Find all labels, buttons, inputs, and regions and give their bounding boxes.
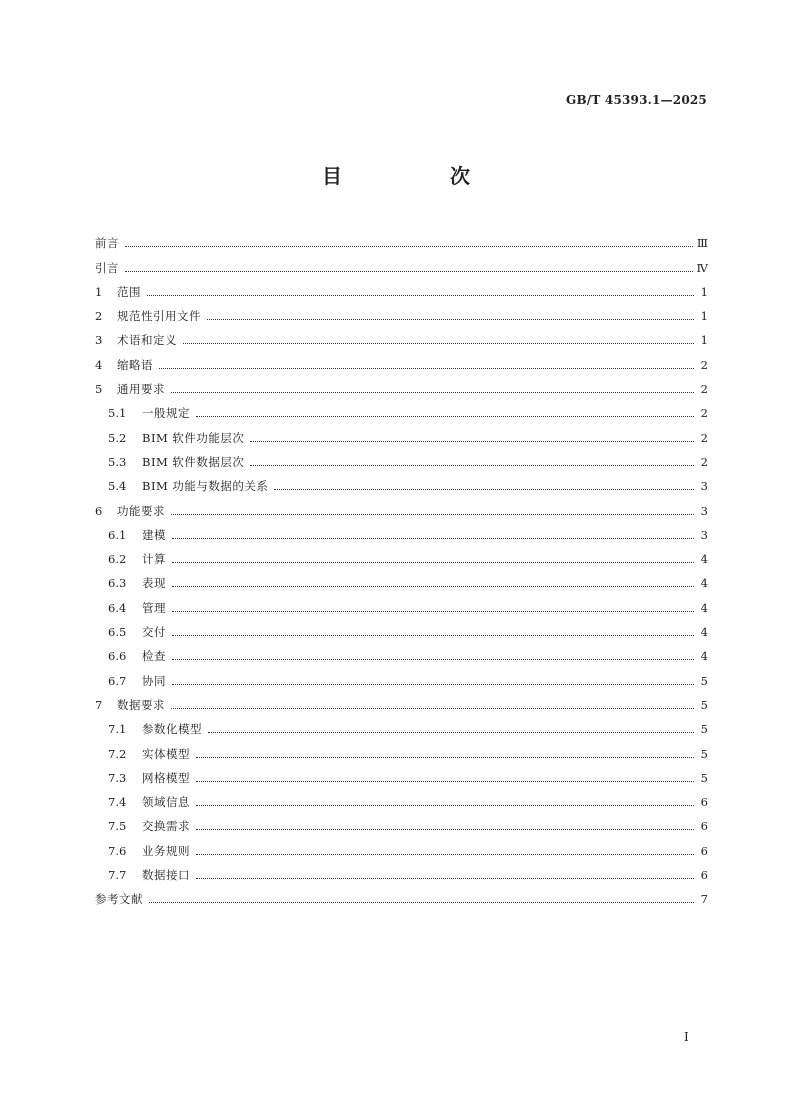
toc-entry-page: 6 [700,819,708,834]
toc-entry-label: 管理 [142,600,166,615]
toc-entry-number: 6.2 [108,552,127,567]
standard-code: GB/T 45393.1—2025 [566,93,707,107]
toc-dot-leader [171,391,694,393]
toc-dot-leader [208,731,694,733]
toc-entry-label: 网格模型 [142,770,190,785]
toc-entry-label: 表现 [142,576,166,591]
toc-dot-leader [172,634,694,636]
toc-entry-page: 2 [700,382,708,397]
toc-entry-label: 参考文献 [95,892,143,907]
toc-entry[interactable] [95,373,708,397]
toc-entry[interactable] [95,567,708,591]
toc-entry[interactable] [95,640,708,664]
toc-dot-leader [125,245,693,247]
toc-dot-leader [172,585,694,587]
toc-entry-label: 规范性引用文件 [117,309,201,324]
toc-entry-label: 检查 [142,649,166,664]
toc-entry[interactable] [95,737,708,761]
toc-entry-number: 7.7 [108,868,127,883]
toc-entry-label: 计算 [142,552,166,567]
toc-entry-number: 5.1 [108,406,127,421]
toc-dot-leader [171,707,694,709]
toc-entry[interactable] [95,227,708,251]
toc-entry-page: 6 [700,843,708,858]
toc-entry[interactable] [95,421,708,445]
toc-dot-leader [125,270,693,272]
toc-entry-number: 3 [95,333,103,348]
toc-entry-label: 交付 [142,625,166,640]
toc-entry-page: 1 [700,284,708,299]
page-title: 目 次 [322,164,514,188]
toc-entry-label: 功能要求 [117,503,165,518]
toc-dot-leader [196,877,694,879]
toc-entry[interactable] [95,883,708,907]
toc-entry[interactable] [95,664,708,688]
toc-entry-number: 7.2 [108,746,127,761]
toc-dot-leader [196,853,694,855]
toc-entry-label: 范围 [117,284,141,299]
toc-dot-leader [149,901,694,903]
toc-entry[interactable] [95,397,708,421]
toc-entry-label: 数据接口 [142,868,190,883]
toc-entry-number: 7.1 [108,722,127,737]
toc-entry-number: 6.7 [108,673,127,688]
toc-entry-number: 6 [95,503,103,518]
toc-entry-label: 缩略语 [117,357,153,372]
toc-dot-leader [196,415,694,417]
toc-dot-leader [172,561,694,563]
toc-entry-page: 7 [700,892,708,907]
toc-entry-page: 5 [700,673,708,688]
toc-entry-number: 7.3 [108,770,127,785]
toc-dot-leader [159,367,694,369]
toc-entry[interactable] [95,859,708,883]
toc-entry-label: 协同 [142,673,166,688]
toc-entry[interactable] [95,300,708,324]
toc-dot-leader [196,804,694,806]
toc-dot-leader [147,294,694,296]
toc-entry-number: 7.6 [108,843,127,858]
toc-entry-page: 2 [700,357,708,372]
toc-entry-page: Ⅲ [696,236,708,251]
toc-entry-page: 1 [700,309,708,324]
toc-entry[interactable] [95,616,708,640]
toc-entry-page: 3 [700,527,708,542]
toc-dot-leader [172,537,694,539]
toc-entry-number: 7.5 [108,819,127,834]
toc-entry-label: BIM 软件功能层次 [142,430,245,445]
toc-entry-label: 交换需求 [142,819,190,834]
toc-entry-label: 建模 [142,527,166,542]
toc-entry-page: 1 [700,333,708,348]
toc-entry-page: 5 [700,746,708,761]
toc-entry-number: 1 [95,284,103,299]
toc-dot-leader [196,756,694,758]
toc-dot-leader [250,464,694,466]
toc-dot-leader [172,610,694,612]
toc-dot-leader [172,683,694,685]
toc-entry-page: 4 [700,576,708,591]
toc-entry-page: 5 [700,722,708,737]
toc-entry-page: 4 [700,649,708,664]
toc-entry-page: 2 [700,406,708,421]
toc-dot-leader [172,658,694,660]
toc-entry-label: 参数化模型 [142,722,202,737]
toc-dot-leader [274,488,694,490]
toc-dot-leader [250,440,694,442]
toc-entry-page: 6 [700,868,708,883]
toc-entry-number: 5.4 [108,479,127,494]
toc-entry-page: 4 [700,600,708,615]
toc-entry-label: 前言 [95,236,119,251]
table-of-contents [95,227,708,907]
toc-entry-number: 7 [95,697,103,712]
toc-entry-label: BIM 功能与数据的关系 [142,479,269,494]
toc-entry[interactable] [95,470,708,494]
toc-dot-leader [183,342,694,344]
toc-entry[interactable] [95,348,708,372]
toc-entry-page: 5 [700,697,708,712]
toc-entry-page: 5 [700,770,708,785]
toc-entry[interactable] [95,591,708,615]
toc-entry-number: 6.3 [108,576,127,591]
toc-entry-number: 6.5 [108,625,127,640]
toc-entry[interactable] [95,713,708,737]
toc-dot-leader [207,318,694,320]
toc-entry-label: 通用要求 [117,382,165,397]
toc-entry-page: Ⅳ [696,260,708,275]
toc-entry-label: 领域信息 [142,795,190,810]
toc-entry[interactable] [95,786,708,810]
toc-entry-number: 5.2 [108,430,127,445]
toc-entry[interactable] [95,834,708,858]
toc-entry-label: 引言 [95,260,119,275]
toc-entry[interactable] [95,494,708,518]
toc-entry-page: 2 [700,430,708,445]
toc-entry[interactable] [95,324,708,348]
toc-entry-number: 5.3 [108,454,127,469]
toc-entry-label: 一般规定 [142,406,190,421]
toc-entry-label: 业务规则 [142,843,190,858]
toc-dot-leader [196,780,694,782]
toc-dot-leader [196,828,694,830]
toc-entry[interactable] [95,543,708,567]
toc-entry-page: 2 [700,454,708,469]
toc-dot-leader [171,513,694,515]
toc-entry[interactable] [95,446,708,470]
toc-entry-page: 4 [700,625,708,640]
toc-entry-number: 5 [95,382,103,397]
page-number: Ⅰ [684,1030,689,1044]
toc-entry-number: 2 [95,309,103,324]
toc-entry-number: 6.1 [108,527,127,542]
toc-entry-page: 3 [700,503,708,518]
toc-entry-label: 实体模型 [142,746,190,761]
toc-entry-number: 7.4 [108,795,127,810]
toc-entry-label: BIM 软件数据层次 [142,454,245,469]
toc-entry[interactable] [95,689,708,713]
toc-entry-number: 6.4 [108,600,127,615]
toc-entry-number: 6.6 [108,649,127,664]
toc-entry[interactable] [95,276,708,300]
toc-entry[interactable] [95,762,708,786]
toc-entry-page: 3 [700,479,708,494]
toc-entry-label: 数据要求 [117,697,165,712]
toc-entry-page: 4 [700,552,708,567]
toc-entry[interactable] [95,810,708,834]
toc-entry-page: 6 [700,795,708,810]
toc-entry[interactable] [95,519,708,543]
toc-entry-label: 术语和定义 [117,333,177,348]
toc-entry-number: 4 [95,357,103,372]
toc-entry[interactable] [95,251,708,275]
